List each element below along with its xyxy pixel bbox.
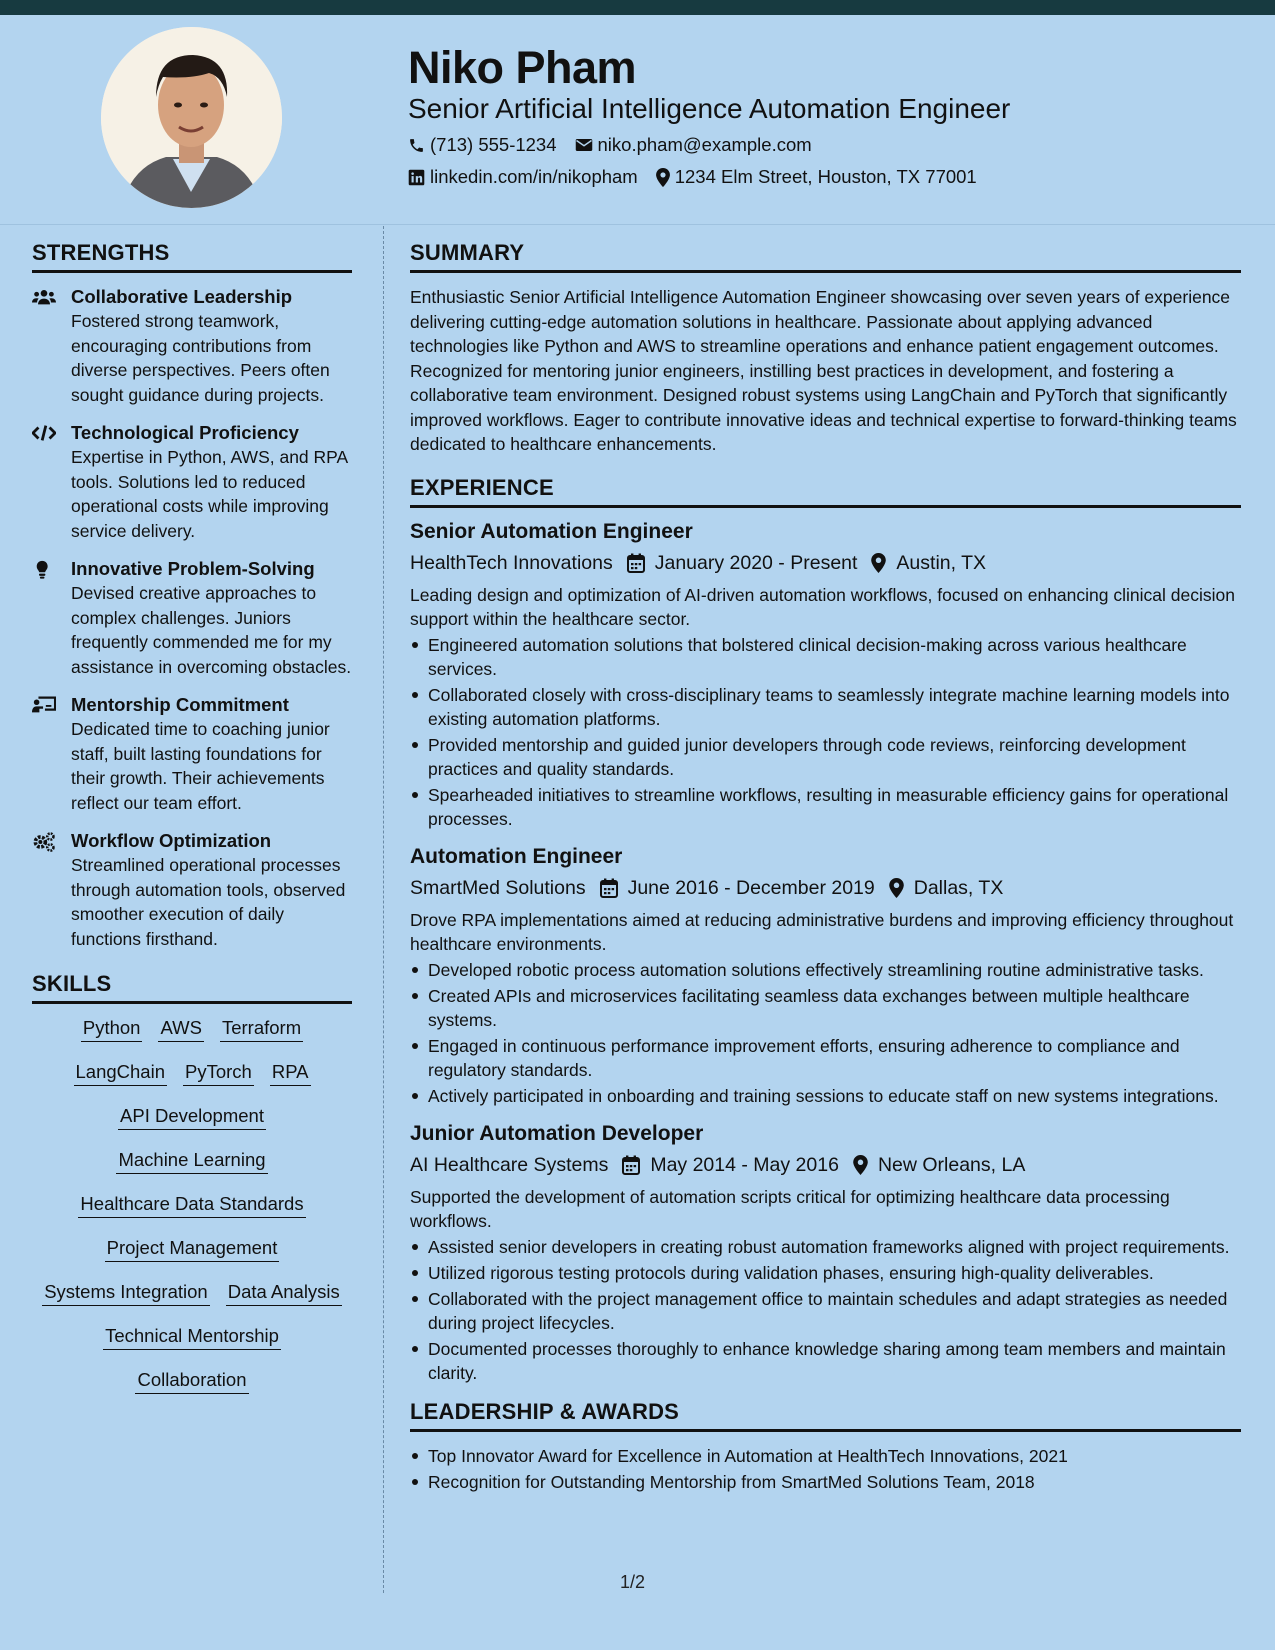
award-item: Recognition for Outstanding Mentorship from SmartMed Solutions Team, 2018 bbox=[410, 1470, 1241, 1494]
skill-row bbox=[32, 1060, 352, 1086]
skill-row bbox=[32, 1104, 352, 1130]
contact-row-1 bbox=[408, 134, 830, 156]
strength-text bbox=[71, 829, 352, 951]
skill-tag: RPA bbox=[270, 1060, 311, 1086]
skill-tag: Machine Learning bbox=[116, 1148, 267, 1174]
skill-tag: Python bbox=[81, 1016, 143, 1042]
job-bullet: Documented processes thoroughly to enhance knowledge sharing among team members and maintain clarity. bbox=[410, 1337, 1241, 1385]
strength-item bbox=[32, 285, 352, 407]
job-bullet: Provided mentorship and guided junior developers through code reviews, reinforcing development practices and quality standards. bbox=[410, 733, 1241, 781]
skills-list bbox=[32, 1016, 352, 1394]
job-entry bbox=[410, 845, 1241, 1108]
awards-list bbox=[410, 1444, 1241, 1494]
skill-tag: LangChain bbox=[74, 1060, 168, 1086]
strength-text bbox=[71, 421, 352, 543]
job-dates-wrap bbox=[600, 877, 875, 900]
gears-icon bbox=[32, 829, 71, 951]
skill-tag: Data Analysis bbox=[226, 1280, 342, 1306]
skill-tag: Healthcare Data Standards bbox=[78, 1192, 305, 1218]
skill-tag: Terraform bbox=[220, 1016, 303, 1042]
skill-row bbox=[32, 1236, 352, 1262]
linkedin-text: linkedin.com/in/nikopham bbox=[430, 166, 638, 187]
summary-text: Enthusiastic Senior Artificial Intelligence Automation Engineer showcasing over seven years of experience delivering cutting-edge automation solutions in healthcare. Passionate about applying advanced technologies like Python and AWS to streamline operations and enhance patient engagement outcomes. Recognized for mentoring junior engineers, instilling best practices in development, and fostering a collaborative team environment. Designed robust systems using LangChain and PyTorch that significantly improved workflows. Eager to contribute innovative ideas and technical expertise to forward-thinking teams dedicated to healthcare enhancements. bbox=[410, 287, 1237, 454]
skill-row bbox=[32, 1324, 352, 1350]
email-text: niko.pham@example.com bbox=[597, 134, 812, 155]
job-bullet: Utilized rigorous testing protocols during validation phases, ensuring high-quality deliverables. bbox=[410, 1261, 1241, 1285]
strength-desc: Fostered strong teamwork, encouraging contributions from diverse perspectives. Peers often sought guidance during projects. bbox=[71, 311, 330, 405]
strength-text bbox=[71, 557, 352, 679]
page-number: 1/2 bbox=[620, 1572, 646, 1592]
job-meta bbox=[410, 552, 1241, 575]
calendar-icon bbox=[622, 1155, 640, 1175]
lightbulb-icon bbox=[32, 557, 71, 679]
job-location-wrap bbox=[853, 1154, 1025, 1177]
skill-row bbox=[32, 1368, 352, 1394]
users-icon bbox=[32, 285, 71, 407]
job-company: SmartMed Solutions bbox=[410, 876, 586, 899]
header-divider bbox=[0, 224, 1275, 225]
job-bullets bbox=[410, 1235, 1241, 1385]
job-location: Austin, TX bbox=[896, 551, 987, 574]
candidate-title: Senior Artificial Intelligence Automation Engineer bbox=[408, 93, 1011, 124]
job-bullet: Actively participated in onboarding and training sessions to educate staff on new systems integrations. bbox=[410, 1084, 1241, 1108]
job-dates: May 2014 - May 2016 bbox=[650, 1153, 839, 1176]
experience-list bbox=[410, 520, 1241, 1385]
chalkboard-teacher-icon bbox=[32, 693, 71, 815]
experience-heading: EXPERIENCE bbox=[410, 475, 1241, 508]
strength-title: Collaborative Leadership bbox=[71, 286, 293, 307]
job-entry bbox=[410, 1122, 1241, 1385]
summary-heading: SUMMARY bbox=[410, 240, 1241, 273]
email-contact[interactable] bbox=[575, 134, 812, 156]
job-title: Senior Automation Engineer bbox=[410, 519, 693, 543]
job-company: AI Healthcare Systems bbox=[410, 1153, 609, 1176]
candidate-name: Niko Pham bbox=[408, 42, 637, 93]
skill-tag: Systems Integration bbox=[42, 1280, 210, 1306]
phone-icon bbox=[408, 137, 425, 154]
profile-photo bbox=[101, 27, 282, 208]
strength-text bbox=[71, 285, 352, 407]
awards-heading: LEADERSHIP & AWARDS bbox=[410, 1399, 1241, 1432]
linkedin-icon bbox=[408, 169, 425, 186]
location-icon bbox=[656, 168, 670, 187]
skill-tag: Project Management bbox=[105, 1236, 280, 1262]
strength-title: Innovative Problem-Solving bbox=[71, 558, 315, 579]
award-item: Top Innovator Award for Excellence in Automation at HealthTech Innovations, 2021 bbox=[410, 1444, 1241, 1468]
address-contact bbox=[656, 166, 977, 188]
job-location: Dallas, TX bbox=[913, 876, 1004, 899]
skill-tag: PyTorch bbox=[183, 1060, 254, 1086]
calendar-icon bbox=[627, 553, 645, 573]
job-bullet: Collaborated closely with cross-disciplinary teams to seamlessly integrate machine learning models into existing automation platforms. bbox=[410, 683, 1241, 731]
strength-item bbox=[32, 421, 352, 543]
job-location-wrap bbox=[889, 877, 1004, 900]
right-column bbox=[410, 240, 1241, 1496]
skill-tag: Technical Mentorship bbox=[103, 1324, 281, 1350]
job-desc: Leading design and optimization of AI-driven automation workflows, focused on enhancing clinical decision support within the healthcare sector. bbox=[410, 584, 1235, 629]
job-dates-wrap bbox=[622, 1154, 839, 1177]
job-bullet: Spearheaded initiatives to streamline workflows, resulting in measurable efficiency gains for operational processes. bbox=[410, 783, 1241, 831]
left-column bbox=[32, 240, 352, 1412]
job-location-wrap bbox=[871, 552, 986, 575]
skill-row bbox=[32, 1016, 352, 1042]
job-bullet: Assisted senior developers in creating robust automation frameworks aligned with project requirements. bbox=[410, 1235, 1241, 1259]
strength-desc: Streamlined operational processes through automation tools, observed smoother execution of daily functions firsthand. bbox=[71, 855, 346, 949]
job-title: Automation Engineer bbox=[410, 844, 623, 868]
strength-item bbox=[32, 557, 352, 679]
strength-item bbox=[32, 693, 352, 815]
job-desc: Supported the development of automation scripts critical for optimizing healthcare data processing workflows. bbox=[410, 1186, 1170, 1231]
job-bullet: Created APIs and microservices facilitating seamless data exchanges between multiple healthcare systems. bbox=[410, 984, 1241, 1032]
strengths-list bbox=[32, 285, 352, 951]
strength-desc: Devised creative approaches to complex challenges. Juniors frequently commended me for my assistance in overcoming obstacles. bbox=[71, 583, 352, 677]
job-meta bbox=[410, 1154, 1241, 1177]
job-bullet: Collaborated with the project management office to maintain schedules and adapt strategies as needed during project lifecycles. bbox=[410, 1287, 1241, 1335]
skill-tag: API Development bbox=[118, 1104, 266, 1130]
job-desc: Drove RPA implementations aimed at reducing administrative burdens and improving efficiency throughout healthcare environments. bbox=[410, 909, 1234, 954]
top-bar bbox=[0, 0, 1275, 15]
strength-title: Mentorship Commitment bbox=[71, 694, 289, 715]
job-bullets bbox=[410, 958, 1241, 1108]
job-location: New Orleans, LA bbox=[877, 1153, 1026, 1176]
phone-contact[interactable] bbox=[408, 134, 557, 156]
column-divider bbox=[383, 226, 384, 1593]
job-bullet: Engaged in continuous performance improvement efforts, ensuring adherence to compliance and regulatory standards. bbox=[410, 1034, 1241, 1082]
strength-title: Technological Proficiency bbox=[71, 422, 299, 443]
job-bullets bbox=[410, 633, 1241, 831]
strength-text bbox=[71, 693, 352, 815]
skill-row bbox=[32, 1148, 352, 1174]
job-bullet: Engineered automation solutions that bolstered clinical decision-making across various healthcare services. bbox=[410, 633, 1241, 681]
address-text: 1234 Elm Street, Houston, TX 77001 bbox=[674, 166, 977, 187]
calendar-icon bbox=[600, 878, 618, 898]
job-title: Junior Automation Developer bbox=[410, 1121, 704, 1145]
skill-tag: Collaboration bbox=[135, 1368, 248, 1394]
location-icon bbox=[853, 1155, 868, 1175]
strength-desc: Dedicated time to coaching junior staff, built lasting foundations for their growth. Their achievements reflect our team effort. bbox=[71, 719, 330, 813]
email-icon bbox=[575, 137, 593, 153]
location-icon bbox=[871, 553, 886, 573]
job-dates: June 2016 - December 2019 bbox=[627, 876, 875, 899]
job-bullet: Developed robotic process automation solutions effectively streamlining routine administrative tasks. bbox=[410, 958, 1241, 982]
job-entry bbox=[410, 520, 1241, 831]
phone-text: (713) 555-1234 bbox=[430, 134, 557, 155]
skill-row bbox=[32, 1192, 352, 1218]
contact-row-2 bbox=[408, 166, 995, 188]
job-meta bbox=[410, 877, 1241, 900]
skills-heading: SKILLS bbox=[32, 971, 352, 1004]
strength-title: Workflow Optimization bbox=[71, 830, 272, 851]
job-dates: January 2020 - Present bbox=[654, 551, 858, 574]
skill-row bbox=[32, 1280, 352, 1306]
location-icon bbox=[889, 878, 904, 898]
strengths-heading: STRENGTHS bbox=[32, 240, 352, 273]
job-company: HealthTech Innovations bbox=[410, 551, 613, 574]
strength-item bbox=[32, 829, 352, 951]
code-icon bbox=[32, 421, 71, 543]
job-dates-wrap bbox=[627, 552, 858, 575]
strength-desc: Expertise in Python, AWS, and RPA tools. Solutions led to reduced operational costs while improving service delivery. bbox=[71, 447, 348, 541]
skill-tag: AWS bbox=[158, 1016, 203, 1042]
linkedin-contact[interactable] bbox=[408, 166, 638, 188]
